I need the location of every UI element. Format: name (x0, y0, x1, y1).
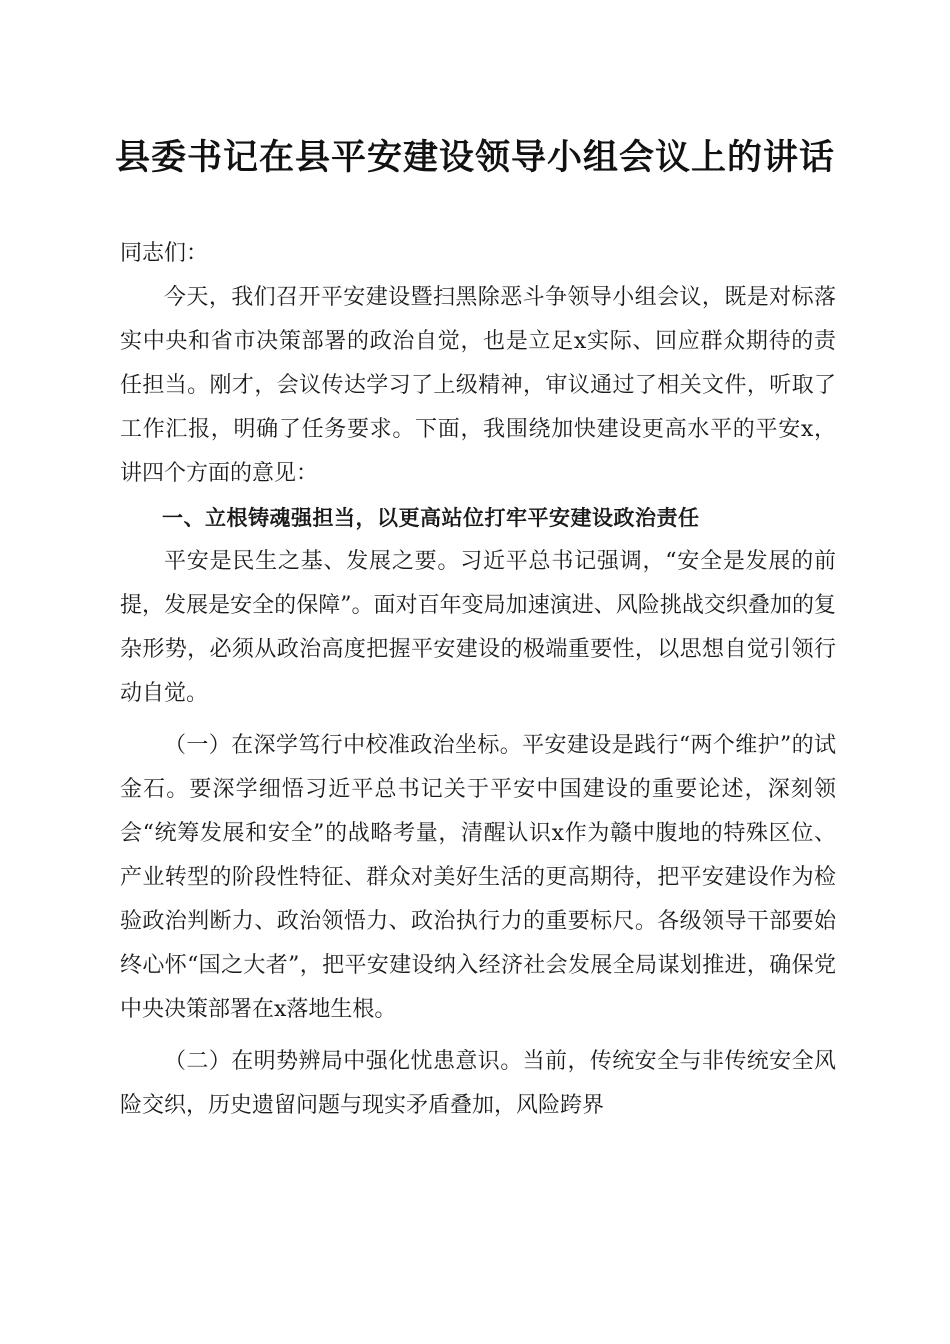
salutation: 同志们： (120, 241, 209, 266)
section1-sub2-paragraph: （二）在明势辨局中强化忧患意识。当前，传统安全与非传统安全风险交织，历史遗留问题与现实矛盾叠加，风险跨界 (120, 1049, 836, 1118)
section1-intro-paragraph: 平安是民生之基、发展之要。习近平总书记强调，“安全是发展的前提，发展是安全的保障”。面对百年变局加速演进、风险挑战交织叠加的复杂形势，必须从政治高度把握平安建设的极端重要性，以思想自觉引领行动自觉。 (120, 549, 836, 706)
document-title: 县委书记在县平安建设领导小组会议上的讲话 (114, 137, 835, 178)
section-heading-1: 一、立根铸魂强担当，以更高站位打牢平安建设政治责任 (162, 506, 700, 530)
document-body (120, 232, 836, 1128)
opening-paragraph: 今天，我们召开平安建设暨扫黑除恶斗争领导小组会议，既是对标落实中央和省市决策部署的政治自觉，也是立足x实际、回应群众期待的责任担当。刚才，会议传达学习了上级精神，审议通过了相关文件，听取了工作汇报，明确了任务要求。下面，我围绕加快建设更高水平的平安x，讲四个方面的意见： (120, 285, 836, 486)
section1-sub1-paragraph: （一）在深学笃行中校准政治坐标。平安建设是践行“两个维护”的试金石。要深学细悟习近平总书记关于平安中国建设的重要论述，深刻领会“统筹发展和安全”的战略考量，清醒认识x作为赣中腹地的特殊区位、产业转型的阶段性特征、群众对美好生活的更高期待，把平安建设作为检验政治判断力、政治领悟力、政治执行力的重要标尺。各级领导干部要始终心怀“国之大者”，把平安建设纳入经济社会发展全局谋划推进，确保党中央决策部署在x落地生根。 (120, 733, 836, 1022)
